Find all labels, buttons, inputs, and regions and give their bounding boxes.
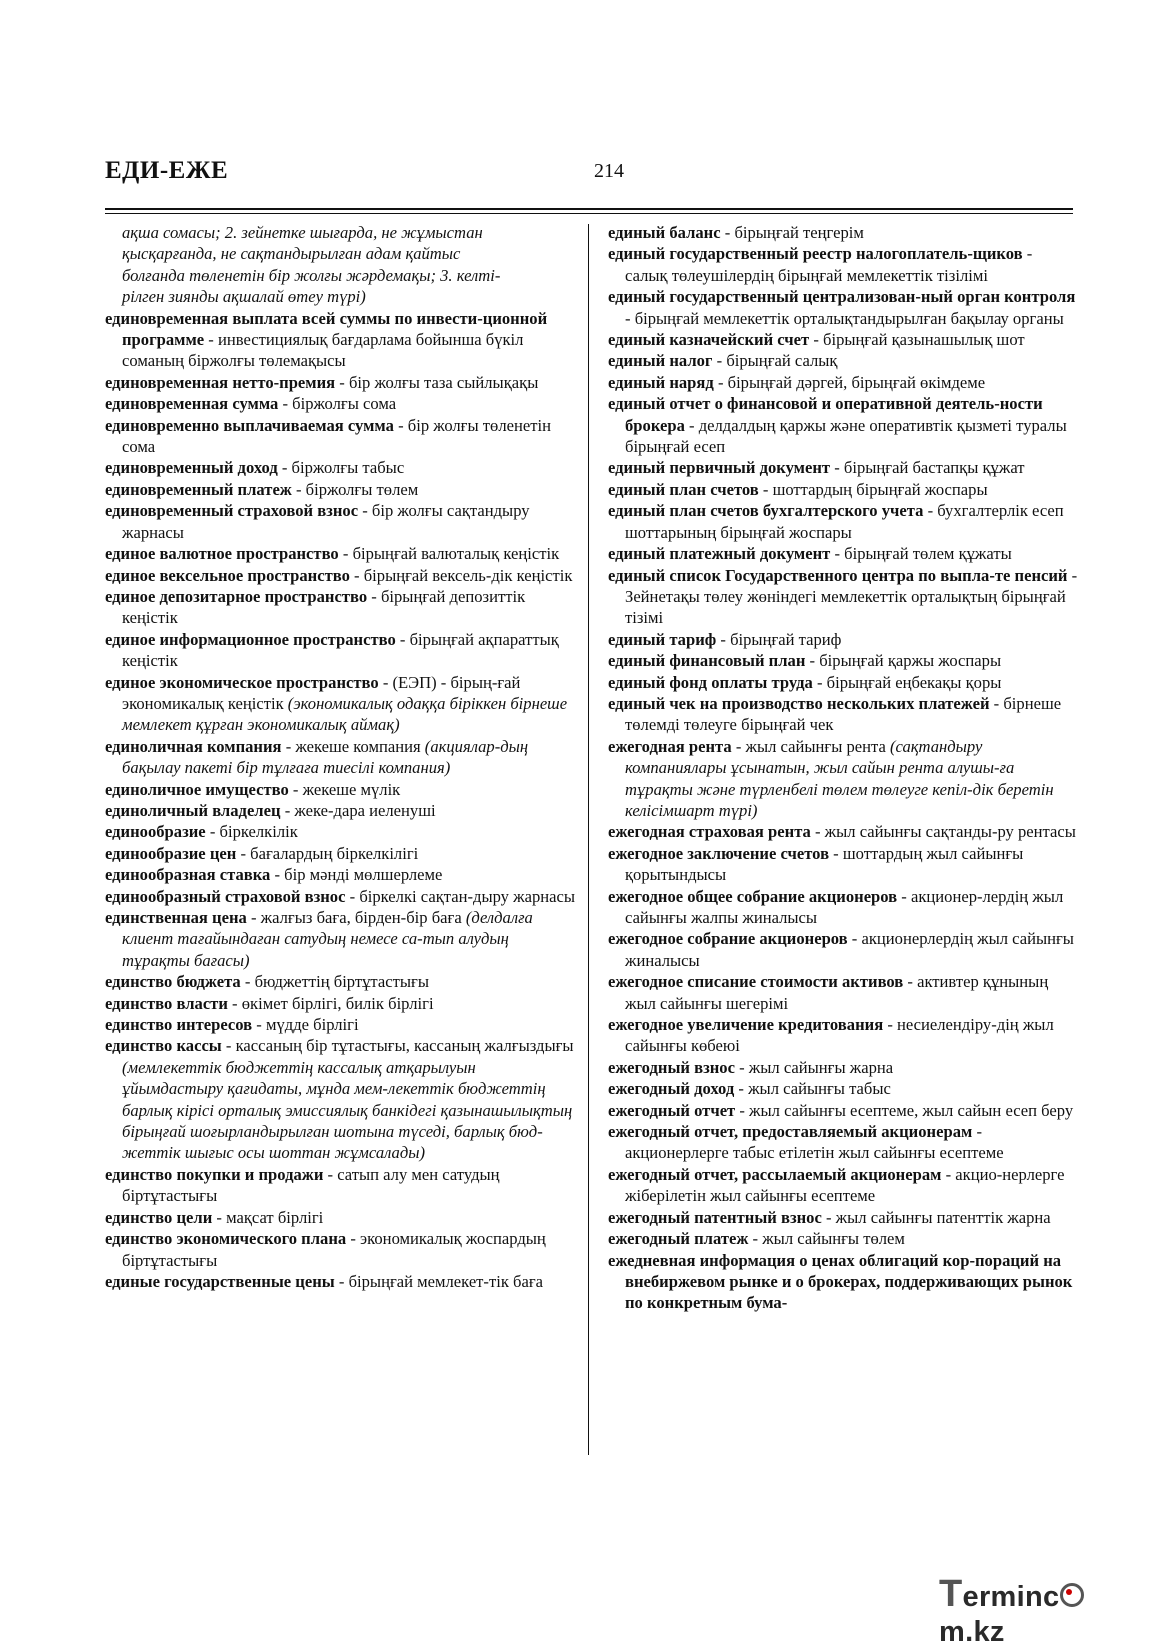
- entry-term: ежегодное заключение счетов: [608, 843, 830, 863]
- entry-definition: бірыңғай бастапқы құжат: [843, 458, 1025, 478]
- entry-definition: біркелкілік: [219, 822, 298, 842]
- entry-definition: жыл сайынғы төлем: [762, 1229, 905, 1249]
- dictionary-entry: единство цели - мақсат бірлігі: [105, 1207, 324, 1227]
- entry-term: единовременный доход: [105, 458, 278, 478]
- entry-term: единый список Государственного центра по выпла-те пенсий: [608, 565, 1068, 585]
- entry-definition: бухгалтерлік есеп шоттарының бірыңғай жоспары: [625, 501, 1064, 542]
- entry-definition: бюджеттің біртұтастығы: [254, 972, 429, 992]
- entry-definition: біркелкі сақтан-дыру жарнасы: [359, 886, 575, 906]
- continuation-line: ақша сомасы; 2. зейнетке шығарда, не жұмыстан: [122, 223, 483, 242]
- header-rule-thin: [105, 213, 1073, 214]
- entry-term: единый казначейский счет: [608, 330, 810, 350]
- entry-definition: жекеше мүлік: [302, 779, 401, 799]
- entry-term: ежегодный взнос: [608, 1057, 735, 1077]
- dictionary-entry: единое валютное пространство - бірыңғай валюталық кеңістік: [105, 544, 560, 564]
- entry-term: единоличный владелец: [105, 800, 281, 820]
- entry-term: единое экономическое пространство: [105, 672, 379, 692]
- continuation-line: рілген зиянды ақшалай өтеу түрі): [122, 287, 366, 307]
- dictionary-entry: ежегодное увеличение кредитования - несиелендіру-дің жыл сайынғы көбеюі: [608, 1015, 1054, 1056]
- dictionary-entry: единый платежный документ - бірыңғай төлем құжаты: [608, 544, 1012, 564]
- entry-term: единый налог: [608, 351, 713, 371]
- entry-definition: бір мәнді мөлшерлеме: [284, 865, 443, 885]
- entry-term: ежегодная рента: [608, 736, 732, 756]
- entry-term: ежегодный отчет, рассылаемый акционерам: [608, 1164, 942, 1184]
- dictionary-entry: ежегодная страховая рента - жыл сайынғы сақтанды-ру рентасы: [608, 822, 1076, 842]
- dictionary-entry: единое экономическое пространство - (ЕЭП) - бірың-ғай экономикалық кеңістік (экономикалық одаққа біріккен бірнеше мемлекет құрған экономикалық аймақ): [105, 672, 568, 735]
- entry-definition: (ЕЭП) - бірың-ғай экономикалық кеңістік: [122, 672, 521, 713]
- dictionary-entry: ежегодный отчет, предоставляемый акционерам - акционерлерге табыс етілетін жыл сайынғы есептеме: [608, 1122, 1004, 1163]
- entry-term: единый баланс: [608, 223, 721, 242]
- entry-term: единое вексельное пространство: [105, 565, 350, 585]
- logo-o-icon: [1060, 1583, 1084, 1607]
- entry-term: ежедневная информация о ценах облигаций кор-пораций на внебиржевом рынке и о брокерах, поддерживающих рынок по конкретным бума-: [608, 1250, 1073, 1313]
- entry-term: единый наряд: [608, 372, 714, 392]
- dictionary-entry: ежегодное списание стоимости активов - активтер құнының жыл сайынғы шегерімі: [608, 972, 1049, 1013]
- entry-term: единые государственные цены: [105, 1271, 335, 1291]
- entry-definition: бірыңғай қаржы жоспары: [819, 651, 1002, 671]
- dictionary-entry: ежегодная рента - жыл сайынғы рента (сақтандыру компаниялары ұсынатын, жыл сайын рента алушы-ға тұрақты және түрленбелі төлем төлеуге кепіл-дік беретін келісімшарт түрі): [608, 736, 1054, 820]
- dictionary-entry: единоличная компания - жекеше компания (акциялар-дың бақылау пакеті бір тұлғаға тиесілі компания): [105, 736, 529, 778]
- entry-term: единство цели: [105, 1207, 213, 1227]
- dictionary-entry: единообразный страховой взнос - біркелкі сақтан-дыру жарнасы: [105, 886, 575, 906]
- entry-term: ежегодное списание стоимости активов: [608, 972, 904, 992]
- entry-term: единое информационное пространство: [105, 629, 396, 649]
- entry-term: ежегодный отчет: [608, 1100, 736, 1120]
- dictionary-entry: единовременная сумма - біржолғы сома: [105, 394, 397, 414]
- entry-definition: акционерлердің жыл сайынғы жиналысы: [625, 929, 1074, 970]
- entry-definition: бағалардың біркелкілігі: [250, 843, 419, 863]
- entry-definition: жыл сайынғы сақтанды-ру рентасы: [824, 822, 1076, 842]
- dictionary-entry: единое вексельное пространство - бірыңғай вексель-дік кеңістік: [105, 565, 573, 585]
- dictionary-entry: единство интересов - мүдде бірлігі: [105, 1015, 359, 1035]
- dictionary-entry: ежегодное заключение счетов - шоттардың жыл сайынғы қорытындысы: [608, 843, 1024, 885]
- left-entry-list: [105, 308, 575, 1293]
- continuation-line: болғанда төленетін бір жолғы жәрдемақы; 3. келті-: [122, 265, 501, 285]
- entry-definition: біржолғы сома: [292, 394, 397, 414]
- right-entry-list: [608, 222, 1078, 1314]
- dictionary-entry: ежегодное собрание акционеров - акционерлердің жыл сайынғы жиналысы: [608, 929, 1074, 970]
- entry-term: единый платежный документ: [608, 544, 831, 564]
- entry-term: единство кассы: [105, 1036, 222, 1056]
- entry-definition: бірыңғай салық: [726, 351, 838, 371]
- entry-term: ежегодный платеж: [608, 1229, 749, 1249]
- entry-term: единовременная сумма: [105, 394, 279, 414]
- entry-definition: бірыңғай мемлекеттік орталықтандырылған бақылау органы: [634, 308, 1064, 328]
- entry-term: единство бюджета: [105, 972, 241, 992]
- entry-term: единый фонд оплаты труда: [608, 672, 813, 692]
- dictionary-entry: единый отчет о финансовой и оперативной деятель-ности брокера - делдалдың қаржы және оперативтік қызметі туралы бірыңғай есеп: [608, 394, 1067, 457]
- dictionary-entry: единство покупки и продажи - сатып алу мен сатудың біртұтастығы: [105, 1164, 500, 1206]
- entry-definition: шоттардың бірыңғай жоспары: [772, 479, 988, 499]
- entry-note: (сақтандыру компаниялары ұсынатын, жыл сайын рента алушы-ға тұрақты және түрленбелі төлем төлеуге кепіл-дік беретін келісімшарт түрі): [625, 736, 1054, 820]
- dictionary-entry: единый фонд оплаты труда - бірыңғай еңбекақы қоры: [608, 672, 1002, 692]
- dictionary-entry: единый наряд - бірыңғай дәргей, бірыңғай өкімдеме: [608, 372, 986, 392]
- dictionary-entry: единый казначейский счет - бірыңғай қазынашылық шот: [608, 330, 1025, 350]
- entry-term: единое валютное пространство: [105, 544, 339, 564]
- dictionary-entry: единый план счетов - шоттардың бірыңғай жоспары: [608, 479, 988, 499]
- dictionary-entry: единый государственный централизован-ный орган контроля - бірыңғай мемлекеттік орталықтандырылған бақылау органы: [608, 287, 1076, 328]
- dictionary-entry: единство бюджета - бюджеттің біртұтастығы: [105, 972, 429, 992]
- entry-definition: біржолғы табыс: [291, 458, 405, 478]
- dictionary-entry: единство власти - өкімет бірлігі, билік бірлігі: [105, 993, 434, 1013]
- entry-definition: жеке-дара иеленуші: [294, 800, 436, 820]
- entry-term: единообразная ставка: [105, 865, 271, 885]
- entry-term: единство интересов: [105, 1015, 253, 1035]
- entry-definition: бірыңғай вексель-дік кеңістік: [363, 565, 573, 585]
- entry-definition: өкімет бірлігі, билік бірлігі: [241, 993, 434, 1013]
- dictionary-entry: единственная цена - жалғыз баға, бірден-бір баға (делдалға клиент тағайындаған сатудың немесе са-тып алудың тұрақты бағасы): [105, 908, 533, 970]
- entry-definition: салық төлеушілердің бірыңғай мемлекеттік тізілімі: [625, 265, 988, 285]
- entry-definition: бірыңғай теңгерім: [734, 223, 864, 242]
- dictionary-entry: единство экономического плана - экономикалық жоспардың біртұтастығы: [105, 1229, 546, 1270]
- entry-definition: бір жолғы сақтандыру жарнасы: [122, 501, 530, 542]
- entry-definition: делдалдың қаржы және оперативтік қызметі туралы бірыңғай есеп: [625, 415, 1067, 457]
- continuation-line: қысқарғанда, не сақтандырылған адам қайтыс: [122, 244, 461, 264]
- entry-definition: жыл сайынғы жарна: [748, 1057, 894, 1077]
- entry-definition: шоттардың жыл сайынғы қорытындысы: [625, 843, 1024, 885]
- entry-definition: бірыңғай депозиттік кеңістік: [122, 586, 526, 628]
- dictionary-entry: единовременная выплата всей суммы по инвести-ционной программе - инвестициялық бағдарлама бойынша бүкіл соманың біржолғы төлемақысы: [105, 308, 548, 371]
- right-column: [608, 222, 1078, 1314]
- dictionary-entry: ежегодный отчет - жыл сайынғы есептеме, жыл сайын есеп беру: [608, 1100, 1074, 1120]
- entry-definition: жыл сайынғы рента: [745, 736, 886, 756]
- entry-term: единый государственный централизован-ный орган контроля: [608, 287, 1076, 307]
- entry-term: ежегодный патентный взнос: [608, 1207, 822, 1227]
- entry-term: единовременный страховой взнос: [105, 501, 359, 521]
- dictionary-entry: единый налог - бірыңғай салық: [608, 351, 838, 371]
- dictionary-entry: единый баланс - бірыңғай теңгерім: [608, 223, 864, 242]
- entry-term: единообразие: [105, 822, 206, 842]
- entry-definition: жалғыз баға, бірден-бір баға: [260, 908, 462, 927]
- entry-definition: бірыңғай қазынашылық шот: [823, 330, 1025, 350]
- dictionary-entry: единовременный доход - біржолғы табыс: [105, 458, 405, 478]
- entry-definition: бірыңғай мемлекет-тік баға: [348, 1271, 544, 1291]
- entry-term: единоличная компания: [105, 736, 282, 756]
- dictionary-entry: единый государственный реестр налогоплатель-щиков - салық төлеушілердің бірыңғай мемлекеттік тізілімі: [608, 244, 1033, 285]
- dictionary-entry: единовременный платеж - біржолғы төлем: [105, 479, 419, 499]
- entry-definition: кассаның бір тұтастығы, кассаның жалғыздығы: [235, 1036, 574, 1056]
- entry-definition: акционерлерге табыс етілетін жыл сайынғы есептеме: [625, 1143, 1004, 1163]
- header-rule-thick: [105, 208, 1073, 210]
- column-divider: [588, 224, 589, 1455]
- entry-term: ежегодная страховая рента: [608, 822, 811, 842]
- entry-definition: бірнеше төлемді төлеуге бірыңғай чек: [625, 693, 1062, 735]
- dictionary-entry: ежегодный платеж - жыл сайынғы төлем: [608, 1229, 905, 1249]
- dictionary-entry: единство кассы - кассаның бір тұтастығы, кассаның жалғыздығы (мемлекеттік бюджеттің кассалық атқарылуын ұйымдастыру қағидаты, мұнда мем-лекеттік бюджеттің барлық кірісі орталық эмиссиялық банкідегі қазынашылықтың бірыңғай шоғырландырылған шотына түседі, барлық бюд-жеттік шығыс осы шоттан жұмсалады): [105, 1036, 574, 1163]
- entry-definition: несиелендіру-дің жыл сайынғы көбеюі: [625, 1015, 1054, 1056]
- entry-term: единый государственный реестр налогоплатель-щиков: [608, 244, 1023, 264]
- entry-term: единовременная выплата всей суммы по инвести-ционной программе: [105, 308, 548, 350]
- entry-term: единство покупки и продажи: [105, 1164, 324, 1184]
- entry-term: единый отчет о финансовой и оперативной деятель-ности брокера: [608, 394, 1043, 435]
- entry-definition: мақсат бірлігі: [226, 1207, 324, 1227]
- entry-term: единое депозитарное пространство: [105, 586, 368, 606]
- dictionary-entry: единоличный владелец - жеке-дара иеленуші: [105, 800, 436, 820]
- dictionary-entry: [608, 1250, 1078, 1314]
- entry-term: единство экономического плана: [105, 1229, 347, 1249]
- entry-definition: акцио-нерлерге жіберілетін жыл сайынғы есептеме: [625, 1164, 1065, 1206]
- entry-term: единообразный страховой взнос: [105, 886, 346, 906]
- entry-definition: экономикалық жоспардың біртұтастығы: [122, 1229, 546, 1270]
- entry-definition: Зейнетақы төлеу жөніндегі мемлекеттік орталықтың бірыңғай тізімі: [625, 586, 1066, 628]
- entry-definition: бірыңғай тариф: [730, 629, 842, 649]
- entry-definition: жыл сайынғы патенттік жарна: [835, 1207, 1051, 1227]
- dictionary-entry: единый чек на производство нескольких платежей - бірнеше төлемді төлеуге бірыңғай чек: [608, 693, 1062, 735]
- entry-term: ежегодный отчет, предоставляемый акционерам: [608, 1122, 973, 1142]
- dictionary-entry: ежегодный доход - жыл сайынғы табыс: [608, 1079, 891, 1099]
- entry-definition: активтер құнының жыл сайынғы шегерімі: [625, 972, 1049, 1013]
- entry-note: (делдалға клиент тағайындаған сатудың немесе са-тып алудың тұрақты бағасы): [122, 908, 533, 970]
- entry-term: единый тариф: [608, 629, 717, 649]
- dictionary-entry: единовременная нетто-премия - бір жолғы таза сыйлықақы: [105, 372, 539, 392]
- entry-definition: бірыңғай ақпараттық кеңістік: [122, 629, 559, 671]
- dictionary-entry: единый первичный документ - бірыңғай бастапқы құжат: [608, 458, 1025, 478]
- entry-term: единовременная нетто-премия: [105, 372, 336, 392]
- entry-term: единый финансовый план: [608, 651, 806, 671]
- entry-term: ежегодное увеличение кредитования: [608, 1015, 884, 1035]
- dictionary-entry: единовременно выплачиваемая сумма - бір жолғы төленетін сома: [105, 415, 551, 457]
- entry-definition: инвестициялық бағдарлама бойынша бүкіл соманың біржолғы төлемақысы: [122, 330, 524, 371]
- dictionary-entry: единый список Государственного центра по выпла-те пенсий - Зейнетақы төлеу жөніндегі мемлекеттік орталықтың бірыңғай тізімі: [608, 565, 1078, 628]
- entry-definition: акционер-лердің жыл сайынғы жалпы жиналысы: [625, 886, 1064, 927]
- dictionary-entry: единообразная ставка - бір мәнді мөлшерлеме: [105, 865, 443, 885]
- entry-definition: біржолғы төлем: [305, 479, 419, 499]
- entry-definition: бірыңғай дәргей, бірыңғай өкімдеме: [727, 372, 986, 392]
- dictionary-entry: единообразие цен - бағалардың біркелкілігі: [105, 843, 419, 863]
- entry-term: единство власти: [105, 993, 228, 1013]
- dictionary-entry: ежегодное общее собрание акционеров - акционер-лердің жыл сайынғы жалпы жиналысы: [608, 886, 1064, 927]
- dictionary-entry: единообразие - біркелкілік: [105, 822, 298, 842]
- entry-term: единый чек на производство нескольких платежей: [608, 693, 990, 713]
- entry-definition: бір жолғы төленетін сома: [122, 415, 551, 457]
- entry-definition: сатып алу мен сатудың біртұтастығы: [122, 1164, 500, 1206]
- dictionary-entry: единый тариф - бірыңғай тариф: [608, 629, 842, 649]
- dictionary-entry: единое депозитарное пространство - бірыңғай депозиттік кеңістік: [105, 586, 526, 628]
- entry-note: (мемлекеттік бюджеттің кассалық атқарылуын ұйымдастыру қағидаты, мұнда мем-лекеттік бюджеттің барлық кірісі орталық эмиссиялық банкідегі қазынашылықтың бірыңғай шоғырландырылған шотына түседі, барлық бюд-жеттік шығыс осы шоттан жұмсалады): [122, 1057, 573, 1163]
- entry-term: единый план счетов: [608, 479, 759, 499]
- entry-note: (акциялар-дың бақылау пакеті бір тұлғаға тиесілі компания): [122, 736, 529, 778]
- entry-term: единый план счетов бухгалтерского учета: [608, 501, 924, 521]
- entry-term: единый первичный документ: [608, 458, 831, 478]
- page-number: 214: [594, 160, 624, 182]
- entry-note: (экономикалық одаққа біріккен бірнеше мемлекет құрған экономикалық аймақ): [122, 693, 568, 735]
- entry-term: ежегодный доход: [608, 1079, 735, 1099]
- dictionary-entry: единоличное имущество - жекеше мүлік: [105, 779, 401, 799]
- entry-term: единовременно выплачиваемая сумма: [105, 415, 394, 435]
- entry-definition: бірыңғай валюталық кеңістік: [352, 544, 560, 564]
- dictionary-entry: единый план счетов бухгалтерского учета - бухгалтерлік есеп шоттарының бірыңғай жоспары: [608, 501, 1064, 542]
- entry-definition: жекеше компания: [295, 736, 421, 756]
- dictionary-entry: ежегодный взнос - жыл сайынғы жарна: [608, 1057, 894, 1077]
- entry-definition: жыл сайынғы есептеме, жыл сайын есеп беру: [749, 1100, 1074, 1120]
- entry-definition: жыл сайынғы табыс: [748, 1079, 891, 1099]
- dictionary-entry: единое информационное пространство - бірыңғай ақпараттық кеңістік: [105, 629, 559, 671]
- dictionary-entry: единые государственные цены - бірыңғай мемлекет-тік баға: [105, 1271, 544, 1291]
- entry-term: ежегодное собрание акционеров: [608, 929, 848, 949]
- dictionary-entry: ежегодный отчет, рассылаемый акционерам - акцио-нерлерге жіберілетін жыл сайынғы есептеме: [608, 1164, 1065, 1206]
- entry-term: ежегодное общее собрание акционеров: [608, 886, 898, 906]
- dictionary-entry: единовременный страховой взнос - бір жолғы сақтандыру жарнасы: [105, 501, 530, 542]
- entry-definition: мүдде бірлігі: [265, 1015, 359, 1035]
- terminkom-logo: Termincm.kz: [939, 1573, 1144, 1613]
- entry-term: единоличное имущество: [105, 779, 289, 799]
- dictionary-entry: ежегодный патентный взнос - жыл сайынғы патенттік жарна: [608, 1207, 1051, 1227]
- entry-definition: бірыңғай төлем құжаты: [844, 544, 1012, 564]
- entry-definition: бірыңғай еңбекақы қоры: [826, 672, 1002, 692]
- dictionary-entry: единый финансовый план - бірыңғай қаржы жоспары: [608, 651, 1002, 671]
- running-head: ЕДИ-ЕЖЕ: [105, 157, 229, 184]
- entry-term: единовременный платеж: [105, 479, 292, 499]
- left-column: [105, 222, 575, 1292]
- entry-term: единообразие цен: [105, 843, 237, 863]
- entry-definition: бір жолғы таза сыйлықақы: [348, 372, 539, 392]
- entry-term: единственная цена: [105, 908, 247, 927]
